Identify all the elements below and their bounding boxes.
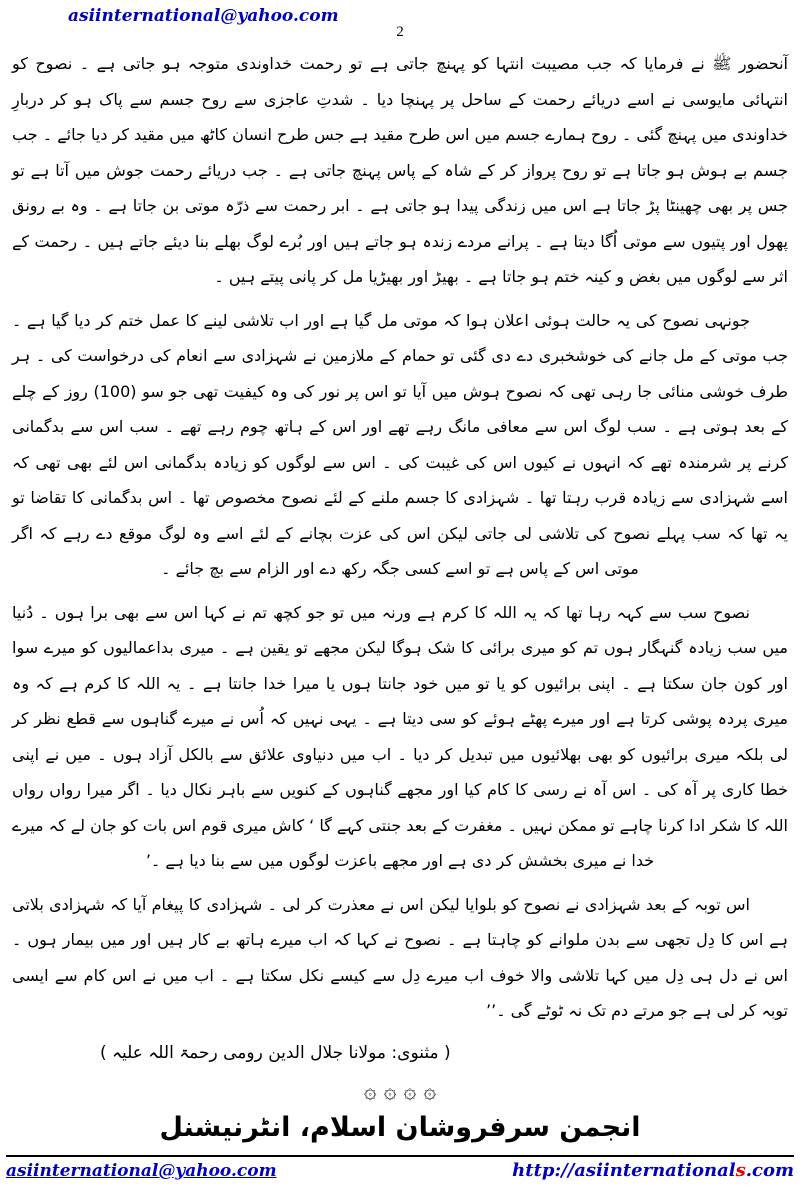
header-email-link[interactable]: asiinternational@yahoo.com — [68, 6, 339, 26]
footer-bar — [6, 1155, 794, 1181]
body-text — [12, 46, 788, 1145]
ornament-row: ۞ ۞ ۞ ۞ — [363, 1079, 437, 1105]
body-paragraph: نصوح سب سے کہہ رہا تھا کہ یہ اللہ کا کرم ہے ورنہ میں تو جو کچھ تم نے کہا اس سے بھی برا ہوں ۔ دُنیا میں سب زیادہ گنہگار ہوں تم کو میری برائی کا شک ہوگا لیکن مجھے تو یقین ہے ۔ میری بداعمالیوں کو میرے سوا اور کون جان سکتا ہے ۔ اپنی برائیوں کو یا تو میں خود جانتا ہوں یا میرا خدا جانتا ہے ۔ یہ اللہ کا کرم ہے کہ وہ میری پردہ پوشی کرتا ہے اور میرے پھٹے ہوئے کو سی دیتا ہے ۔ یہی نہیں کہ اُس نے میرے گناہوں سے قطع نظر کر لی بلکہ میری برائیوں کو بھی بھلائیوں میں تبدیل کر دیا ۔ اب میں دنیاوی علائق سے بالکل آزاد ہوں ۔ میں نے اپنی خطا کاری پر آہ کی ۔ اس آہ نے رسی کا کام کیا اور مجھے گناہوں کے کنویں سے باہر نکال دیا ۔ اگر میرا رواں رواں اللہ کا شکر ادا کرنا چاہے تو ممکن نہیں ۔ مغفرت کے بعد جنتی کہے گا ‘ کاش میری قوم اس بات کو جان لے کہ میرے خدا نے میری بخشش کر دی ہے اور مجھے باعزت لوگوں میں سے بنا دیا ہے ۔’ — [12, 602, 788, 871]
body-paragraph: اس توبہ کے بعد شہزادی نے نصوح کو بلوایا لیکن اس نے معذرت کر لی ۔ شہزادی کا پیغام آیا کہ شہزادی بلاتی ہے اس کا دِل تجھی سے بدن ملوانے کو چاہتا ہے ۔ نصوح نے کہا کہ اب میرے ہاتھ بے کار ہیں اور میں بیمار ہوں ۔ اس نے دل ہی دِل میں کہا تلاشی والا خوف اب میرے دِل سے کیسے نکل سکتا ہے ۔ اب میں نے اس کام سے ایسی توبہ کر لی ہے جو مرتے دم تک نہ ٹوٹے گی ۔’’ — [12, 894, 788, 1021]
organization-title: انجمن سرفروشان اسلام، انٹرنیشنل — [159, 1112, 641, 1144]
footer-website-link[interactable] — [512, 1160, 794, 1181]
footer-url-highlight-letter: s — [735, 1160, 746, 1181]
source-attribution: ( مثنوی: مولانا جلال الدین رومی رحمۃ اللہ علیہ ) — [100, 1042, 451, 1063]
body-paragraph: جونہی نصوح کی یہ حالت ہوئی اعلان ہوا کہ موتی مل گیا ہے اور اب تلاشی لینے کا عمل ختم کر دیا گیا ہے ۔ جب موتی کے مل جانے کی خوشخبری دے دی گئی تو حمام کے ملازمین نے شہزادی سے انعام کی درخواست کی ۔ ہر طرف خوشی منائی جا رہی تھی کہ نصوح ہوش میں آیا تو اس پر نور کی وہ کیفیت تھی جو سو (100) روز کے چلے کے بعد ہوتی ہے ۔ سب لوگ اس سے معافی مانگ رہے تھے اور اس کے ہاتھ چوم رہے تھے ۔ سب اس سے بدگمانی کرنے پر شرمندہ تھے کہ انہوں نے کیوں اس کی غیبت کی ۔ اس سے لوگوں کو زیادہ بدگمانی اس لئے بھی تھی کہ اسے شہزادی سے زیادہ قرب رہتا تھا ۔ شہزادی کا جسم ملنے کے لئے نصوح مخصوص تھا ۔ اس بدگمانی کا تقاضا تو یہ تھا کہ سب پہلے نصوح کی تلاشی لی جاتی لیکن اس کی عزت بچانے کے لئے اسے وہ لوگ موقع دے رہے کہ اگر موتی اس کے پاس ہے تو اسے کسی جگہ رکھ دے اور الزام سے بچ جائے ۔ — [12, 310, 788, 579]
footer-url-prefix: http://asiinternational — [512, 1160, 736, 1181]
body-paragraph: آنحضور ﷺ نے فرمایا کہ جب مصیبت انتہا کو پہنچ جاتی ہے تو رحمت خداوندی متوجہ ہو جاتی ہے ۔ نصوح کو انتہائی مایوسی نے اسے دریائے رحمت کے ساحل پر پہنچا دیا ۔ شدتِ عاجزی سے روح جسم سے پاک ہو کر دربارِ خداوندی میں پہنچ گئی ۔ روح ہمارے جسم میں اس طرح مقید ہے جس طرح انسان کاٹھ میں مقید کر دیا جائے ۔ جب جسم بے ہوش ہو جاتا ہے تو روح پرواز کر کے شاہ کے پاس پہنچ جاتی ہے ۔ جب دریائے رحمت جوش میں آتا ہے تو جس پر بھی چھینٹا پڑ جاتا ہے اس میں زندگی پیدا ہو جاتی ہے ۔ ابر رحمت سے ذرّہ موتی بن جاتا ہے ۔ وہ بے رونق پھول اور پتیوں سے موتی اُگا دیتا ہے ۔ پرانے مردے زندہ ہو جاتے ہیں اور بُرے لوگ بھلے بنا دیئے جاتے ہیں ۔ رحمت کے اثر سے لوگوں میں بغض و کینہ ختم ہو جاتا ہے ۔ بھیڑ اور بھیڑیا مل کر پانی پیتے ہیں ۔ — [12, 54, 788, 287]
footer-url-suffix: .com — [745, 1160, 794, 1181]
footer-email-link[interactable]: asiinternational@yahoo.com — [6, 1161, 277, 1181]
page-number: 2 — [396, 24, 404, 40]
